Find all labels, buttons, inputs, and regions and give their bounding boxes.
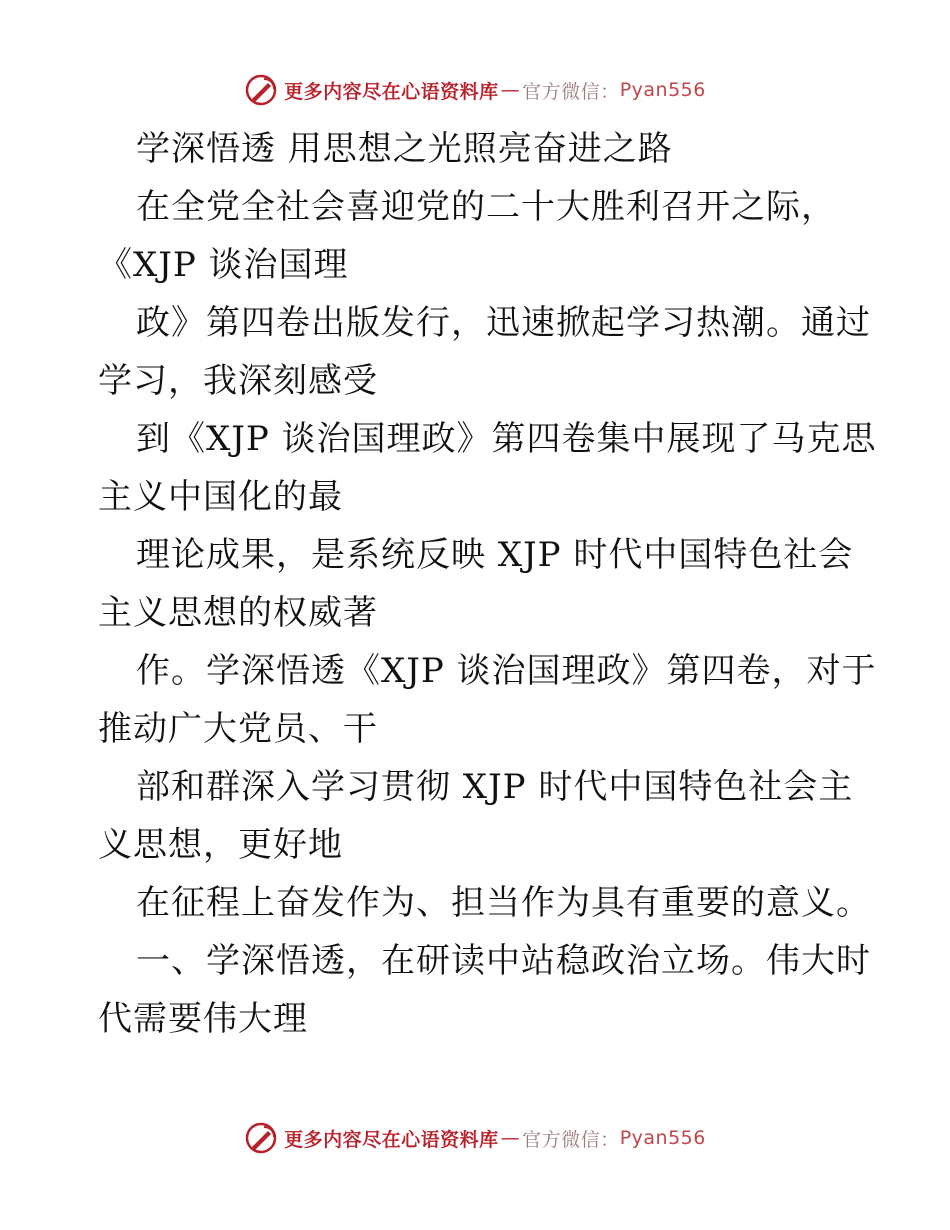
header-watermark	[0, 70, 950, 110]
watermark-dash: —	[500, 1127, 521, 1149]
text-line: 主义思想的权威著	[98, 593, 378, 633]
text-line: 在全党全社会喜迎党的二十大胜利召开之际，	[136, 187, 836, 227]
watermark-text: 更多内容尽在心语资料库	[284, 1128, 499, 1151]
watermark-dash: —	[500, 79, 521, 101]
text-line: 主义中国化的最	[98, 477, 343, 517]
watermark-wechat-label: 官方微信：	[522, 1128, 620, 1151]
text-line: 到《XJP 谈治国理政》第四卷集中展现了马克思	[136, 419, 877, 459]
footer-watermark	[0, 1118, 950, 1158]
document-title: 学深悟透 用思想之光照亮奋进之路	[136, 129, 673, 169]
section-heading-line: 一、学深悟透，在研读中站稳政治立场。伟大时	[136, 941, 871, 981]
quill-logo-icon	[244, 1121, 278, 1155]
text-line: 推动广大党员、干	[98, 709, 378, 749]
watermark-wechat-label: 官方微信：	[522, 80, 620, 103]
watermark-wechat-id: Pyan556	[619, 1127, 706, 1149]
document-body	[98, 120, 877, 1048]
text-line: 在征程上奋发作为、担当作为具有重要的意义。	[136, 883, 871, 923]
text-line: 部和群深入学习贯彻 XJP 时代中国特色社会主	[136, 767, 854, 807]
watermark-text: 更多内容尽在心语资料库	[284, 80, 499, 103]
quill-logo-icon	[244, 73, 278, 107]
watermark-wechat-id: Pyan556	[619, 79, 706, 101]
text-line: 理论成果，是系统反映 XJP 时代中国特色社会	[136, 535, 854, 575]
text-line: 学习，我深刻感受	[98, 361, 378, 401]
text-line: 《XJP 谈治国理	[98, 245, 349, 285]
text-line: 代需要伟大理	[98, 999, 308, 1039]
text-line: 政》第四卷出版发行，迅速掀起学习热潮。通过	[136, 303, 871, 343]
text-line: 作。学深悟透《XJP 谈治国理政》第四卷，对于	[136, 651, 877, 691]
text-line: 义思想，更好地	[98, 825, 343, 865]
